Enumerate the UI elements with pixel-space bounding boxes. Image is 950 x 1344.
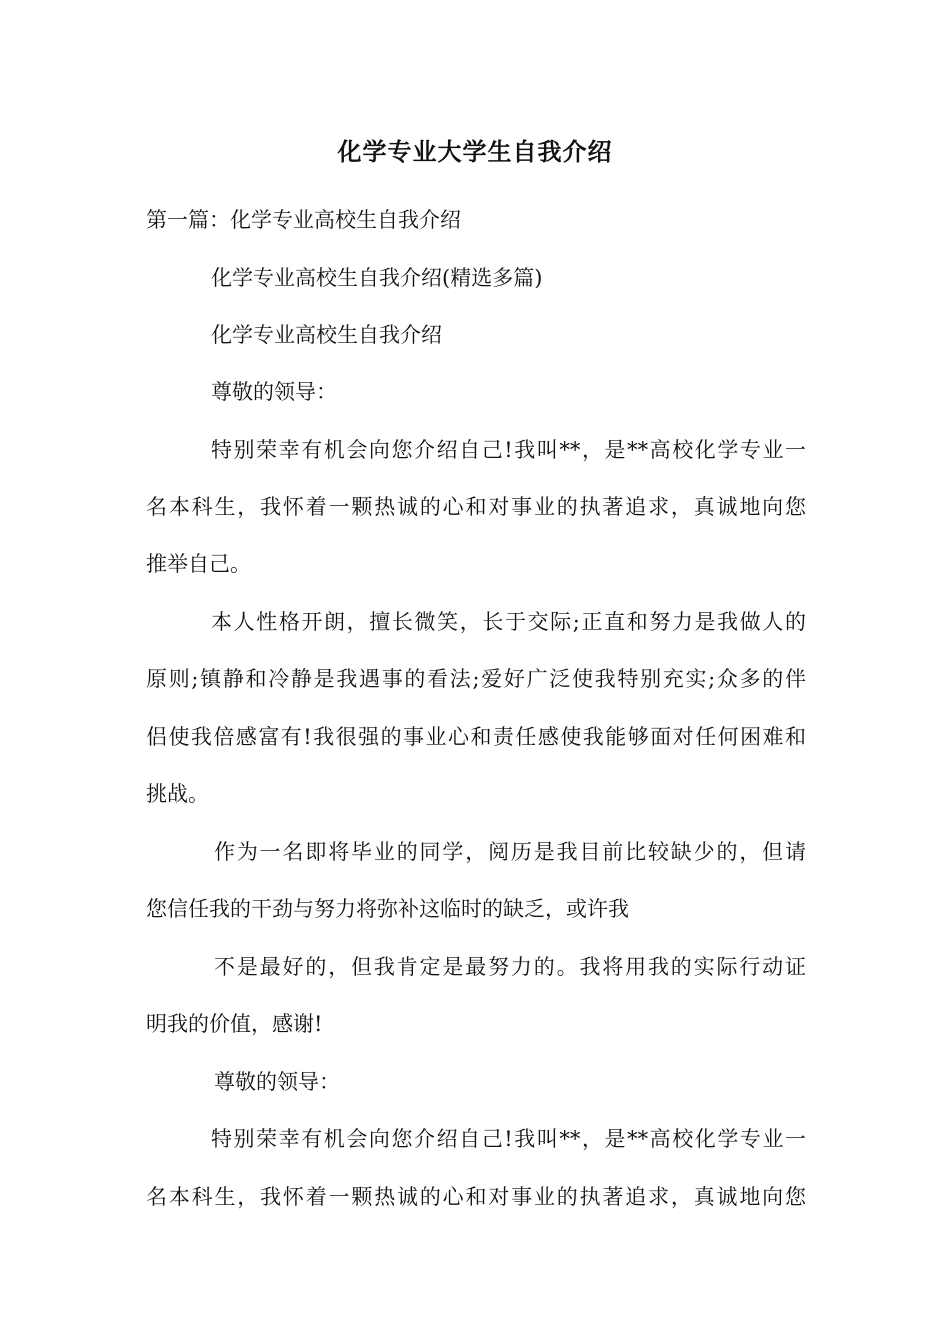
paragraph-line: 名本科生，我怀着一颗热诚的心和对事业的执著追求，真诚地向您 [146, 1185, 806, 1209]
paragraph-line: 本人性格开朗，擅长微笑，长于交际;正直和努力是我做人的 [211, 610, 806, 634]
subtitle-line: 化学专业高校生自我介绍(精选多篇) [211, 266, 543, 290]
document-title: 化学专业大学生自我介绍 [337, 138, 613, 166]
paragraph-line: 原则;镇静和冷静是我遇事的看法;爱好广泛使我特别充实;众多的伴 [146, 667, 806, 691]
paragraph-line: 特别荣幸有机会向您介绍自己!我叫**，是**高校化学专业一 [211, 438, 806, 462]
paragraph-line: 挑战。 [146, 782, 209, 806]
paragraph-line: 您信任我的干劲与努力将弥补这临时的缺乏，或许我 [146, 897, 629, 921]
paragraph-line: 明我的价值，感谢! [146, 1012, 323, 1036]
paragraph-line: 作为一名即将毕业的同学，阅历是我目前比较缺少的，但请 [214, 840, 806, 864]
paragraph-line: 特别荣幸有机会向您介绍自己!我叫**，是**高校化学专业一 [211, 1127, 806, 1151]
paragraph-line: 推举自己。 [146, 552, 251, 576]
subtitle-line: 化学专业高校生自我介绍 [211, 323, 442, 347]
salutation-line: 尊敬的领导： [211, 380, 337, 404]
salutation-line: 尊敬的领导： [214, 1070, 340, 1094]
paragraph-line: 名本科生，我怀着一颗热诚的心和对事业的执著追求，真诚地向您 [146, 495, 806, 519]
paragraph-line: 侣使我倍感富有!我很强的事业心和责任感使我能够面对任何困难和 [146, 725, 806, 749]
section-heading: 第一篇：化学专业高校生自我介绍 [146, 208, 461, 232]
paragraph-line: 不是最好的，但我肯定是最努力的。我将用我的实际行动证 [214, 955, 806, 979]
